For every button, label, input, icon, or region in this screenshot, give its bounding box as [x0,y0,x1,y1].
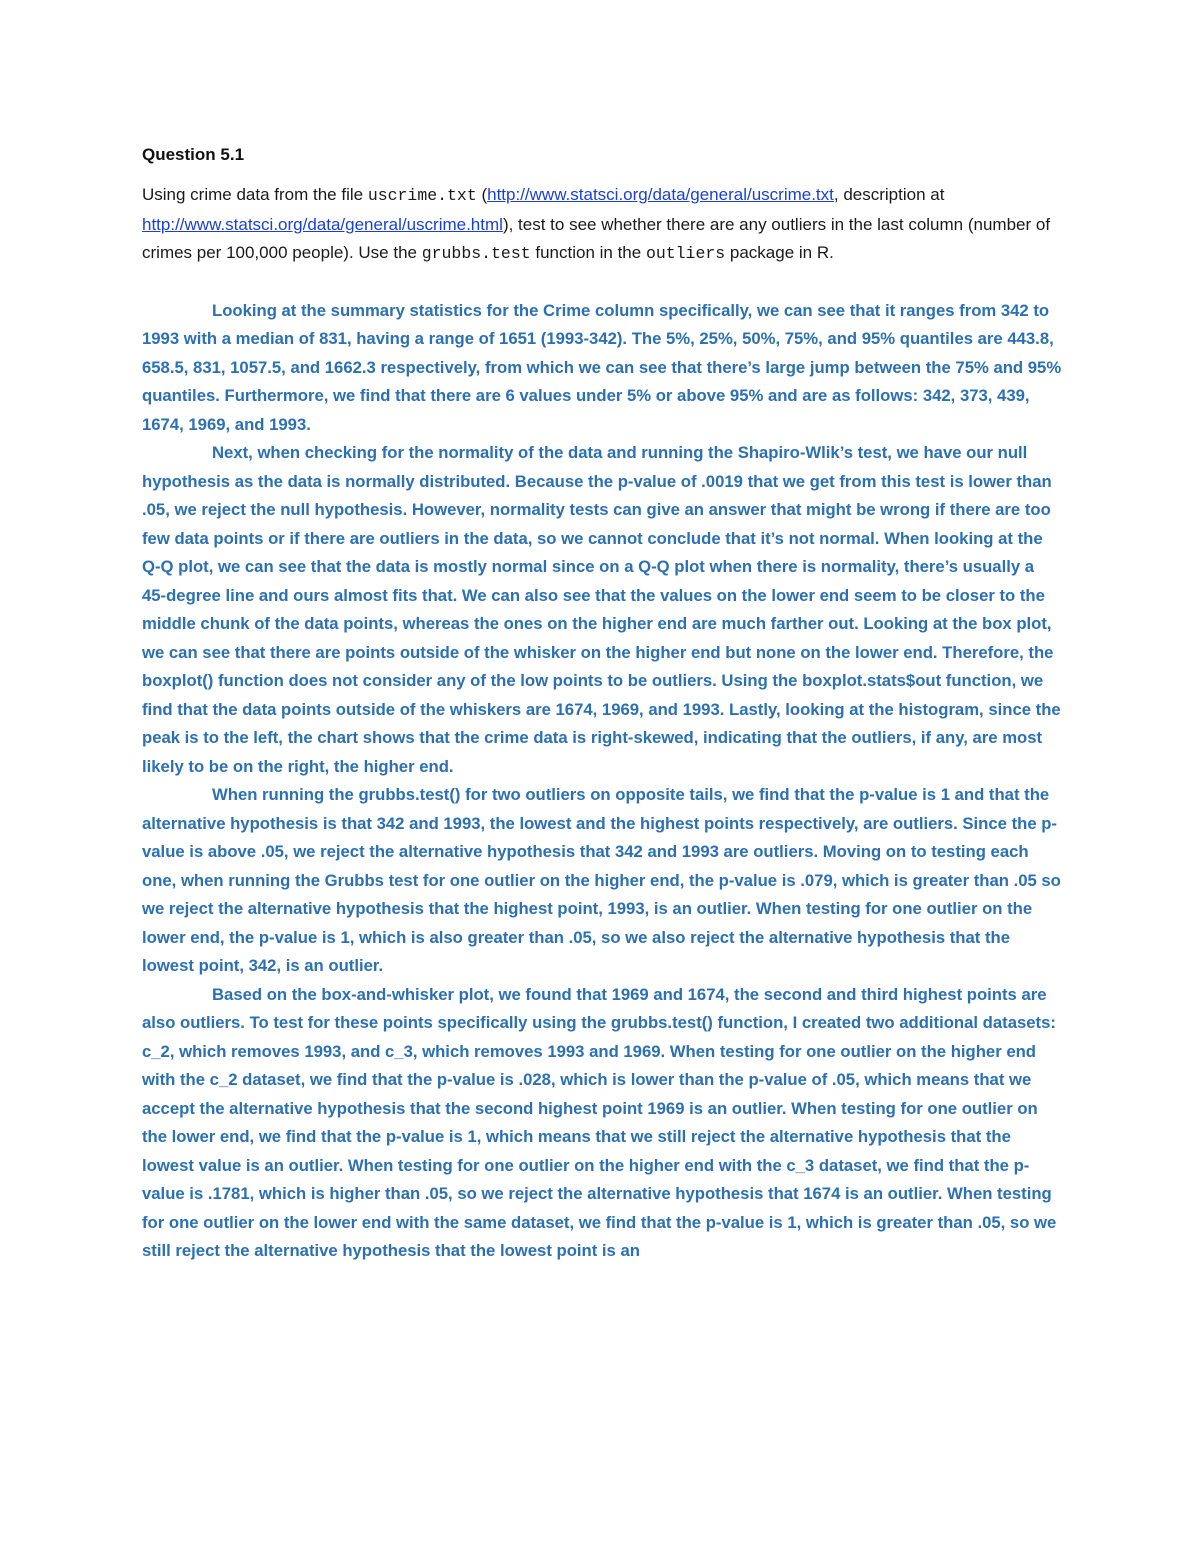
page-content [142,141,1062,1266]
prompt-text-4: ), test to see whether there are any outliers in the last column (number of crimes per 100,000 people). Use the [142,214,1051,262]
answer-paragraph-normality: Next, when checking for the normality of the data and running the Shapiro-Wlik’s test, we have our null hypothesis as the data is normally distributed. Because the p-value of .0019 that we get from this test is lower than .05, we reject the null hypothesis. However, normality tests can give an answer that might be wrong if there are too few data points or if there are outliers in the data, so we cannot conclude that it’s not normal. When looking at the Q-Q plot, we can see that the data is mostly normal since on a Q-Q plot when there is normality, there’s usually a 45-degree line and ours almost fits that. We can also see that the values on the lower end seem to be closer to the middle chunk of the data points, whereas the ones on the higher end are much farther out. Looking at the box plot, we can see that there are points outside of the whisker on the higher end but none on the lower end. Therefore, the boxplot() function does not consider any of the low points to be outliers. Using the boxplot.stats$out function, we find that the data points outside of the whiskers are 1674, 1969, and 1993. Lastly, looking at the histogram, since the peak is to the left, the chart shows that the crime data is right-skewed, indicating that the outliers, if any, are most likely to be on the right, the higher end. [142,443,1061,776]
answer-paragraph-grubbs-test: When running the grubbs.test() for two outliers on opposite tails, we find that the p-value is 1 and that the alternative hypothesis is that 342 and 1993, the lowest and the highest points respectively, are outliers. Since the p-value is above .05, we reject the alternative hypothesis that 342 and 1993 are outliers. Moving on to testing each one, when running the Grubbs test for one outlier on the higher end, the p-value is .079, which is greater than .05 so we reject the alternative hypothesis that the highest point, 1993, is an outlier. When testing for one outlier on the lower end, the p-value is 1, which is also greater than .05, so we also reject the alternative hypothesis that the lowest point, 342, is an outlier. [142,785,1061,975]
question-prompt [142,181,1062,269]
description-url-link[interactable]: http://www.statsci.org/data/general/uscrime.html [142,214,503,234]
code-function-name: grubbs.test [421,244,531,263]
answer-paragraph-additional-datasets: Based on the box-and-whisker plot, we found that 1969 and 1674, the second and third highest points are also outliers. To test for these points specifically using the grubbs.test() function, I created two additional datasets: c_2, which removes 1993, and c_3, which removes 1993 and 1969. When testing for one outlier on the higher end with the c_2 dataset, we find that the p-value is .028, which is lower than the p-value of .05, which means that we accept the alternative hypothesis that the second highest point 1969 is an outlier. When testing for one outlier on the lower end, we find that the p-value is 1, which means that we still reject the alternative hypothesis that the lowest value is an outlier. When testing for one outlier on the higher end with the c_3 dataset, we find that the p-value is .1781, which is higher than .05, so we reject the alternative hypothesis that 1674 is an outlier. When testing for one outlier on the lower end with the same dataset, we find that the p-value is 1, which is greater than .05, so we still reject the alternative hypothesis that the lowest point is an [142,984,1057,1260]
prompt-text-6: package in R. [725,243,834,262]
prompt-text-1: Using crime data from the file [142,185,368,204]
code-package-name: outliers [645,244,726,263]
data-url-link[interactable]: http://www.statsci.org/data/general/uscrime.txt [487,185,834,204]
prompt-text-2: ( [476,185,488,204]
prompt-text-5: function in the [530,243,646,262]
prompt-text-3: , description at [833,185,945,204]
answer-paragraph-summary: Looking at the summary statistics for the Crime column specifically, we can see that it ranges from 342 to 1993 with a median of 831, having a range of 1651 (1993-342). The 5%, 25%, 50%, 75%, and 95% quantiles are 443.8, 658.5, 831, 1057.5, and 1662.3 respectively, from which we can see that there’s large jump between the 75% and 95% quantiles. Furthermore, we find that there are 6 values under 5% or above 95% and are as follows: 342, 373, 439, 1674, 1969, and 1993. [142,300,1062,434]
code-filename: uscrime.txt [367,186,477,205]
question-title: Question 5.1 [142,145,245,164]
